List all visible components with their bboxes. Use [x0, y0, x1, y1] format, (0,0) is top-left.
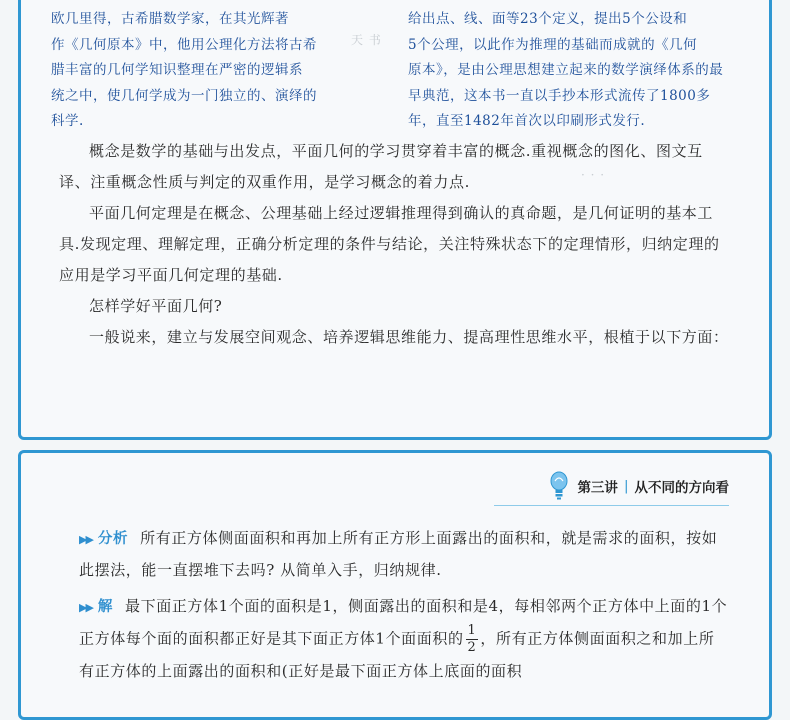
intro-line: 5个公理，以此作为推理的基础而成就的《几何: [408, 36, 698, 53]
fraction-denominator: 2: [467, 640, 477, 655]
solution-tag: 解: [97, 599, 114, 615]
lecture-header: [549, 471, 729, 501]
intro-line: 科学.: [51, 113, 84, 129]
solution-text-continued: ，所有正方体侧面面积之和加上所有正方体的上面露出的面积和(正好是最下面正方体上底面的面积: [79, 629, 715, 680]
lecture-number: 第三讲: [577, 480, 618, 496]
paragraph: 怎样学好平面几何?: [89, 297, 223, 315]
header-separator: |: [623, 478, 629, 494]
solution-text: 最下面正方体1个面的面积是1，侧面露出的面积和是4，每相邻两个正方体中上面的1个正方体每个面的面积都正好是其下面正方体1个面面积的: [79, 597, 728, 648]
intro-column-right: [408, 7, 733, 135]
two-column-intro: [51, 7, 739, 127]
paragraph: 平面几何定理是在概念、公理基础上经过逻辑推理得到确认的真命题，是几何证明的基本工具.发现定理、理解定理，正确分析定理的条件与结论，关注特殊状态下的定理情形，归纳定理的应用是学习平面几何定理的基础.: [59, 204, 720, 284]
double-arrow-icon: ▶▶: [79, 533, 92, 546]
intro-line: 原本》，是由公理思想建立起来的数学演绎体系的最: [408, 62, 724, 78]
intro-line: 作《几何原本》中，他用公理化方法将古希: [51, 36, 317, 53]
fraction-numerator: 1: [467, 623, 477, 638]
intro-line: 欧几里得，古希腊数学家，在其光辉著: [51, 11, 289, 27]
top-panel: [18, 0, 772, 440]
intro-line: 年，直至1482年首次以印刷形式发行.: [408, 113, 646, 129]
fraction-one-half: [466, 623, 479, 656]
analysis-tag: 分析: [97, 531, 129, 547]
main-body-text: [59, 136, 729, 353]
intro-line: 统之中，使几何学成为一门独立的、演绎的: [51, 87, 317, 104]
bleed-through-text: · · ·: [581, 168, 606, 182]
double-arrow-icon: ▶▶: [79, 601, 92, 614]
solution-paragraph: [53, 591, 729, 686]
bottom-panel: [18, 450, 772, 720]
intro-line: 给出点、线、面等23个定义，提出5个公设和: [408, 11, 688, 27]
analysis-text: 所有正方体侧面面积和再加上所有正方形上面露出的面积和，就是需求的面积，按如此摆法，能一直摆堆下去吗? 从简单入手，归纳规律.: [79, 529, 718, 579]
solution-block: [53, 523, 729, 686]
lecture-title: 从不同的方向看: [634, 480, 729, 496]
paragraph: 一般说来，建立与发展空间观念、培养逻辑思维能力、提高理性思维水平，根植于以下方面：: [89, 328, 729, 346]
intro-line: 腊丰富的几何学知识整理在严密的逻辑系: [51, 62, 303, 78]
analysis-paragraph: [53, 523, 729, 585]
paragraph: 概念是数学的基础与出发点，平面几何的学习贯穿着丰富的概念.重视概念的图化、图文互译、注重概念性质与判定的双重作用，是学习概念的着力点.: [59, 142, 703, 191]
lightbulb-icon: [549, 471, 569, 501]
intro-column-left: [51, 7, 371, 135]
intro-line: 早典范，这本书一直以手抄本形式流传了1800多: [408, 87, 711, 104]
bleed-through-text: 天 书: [351, 33, 382, 47]
header-underline: [494, 505, 729, 506]
